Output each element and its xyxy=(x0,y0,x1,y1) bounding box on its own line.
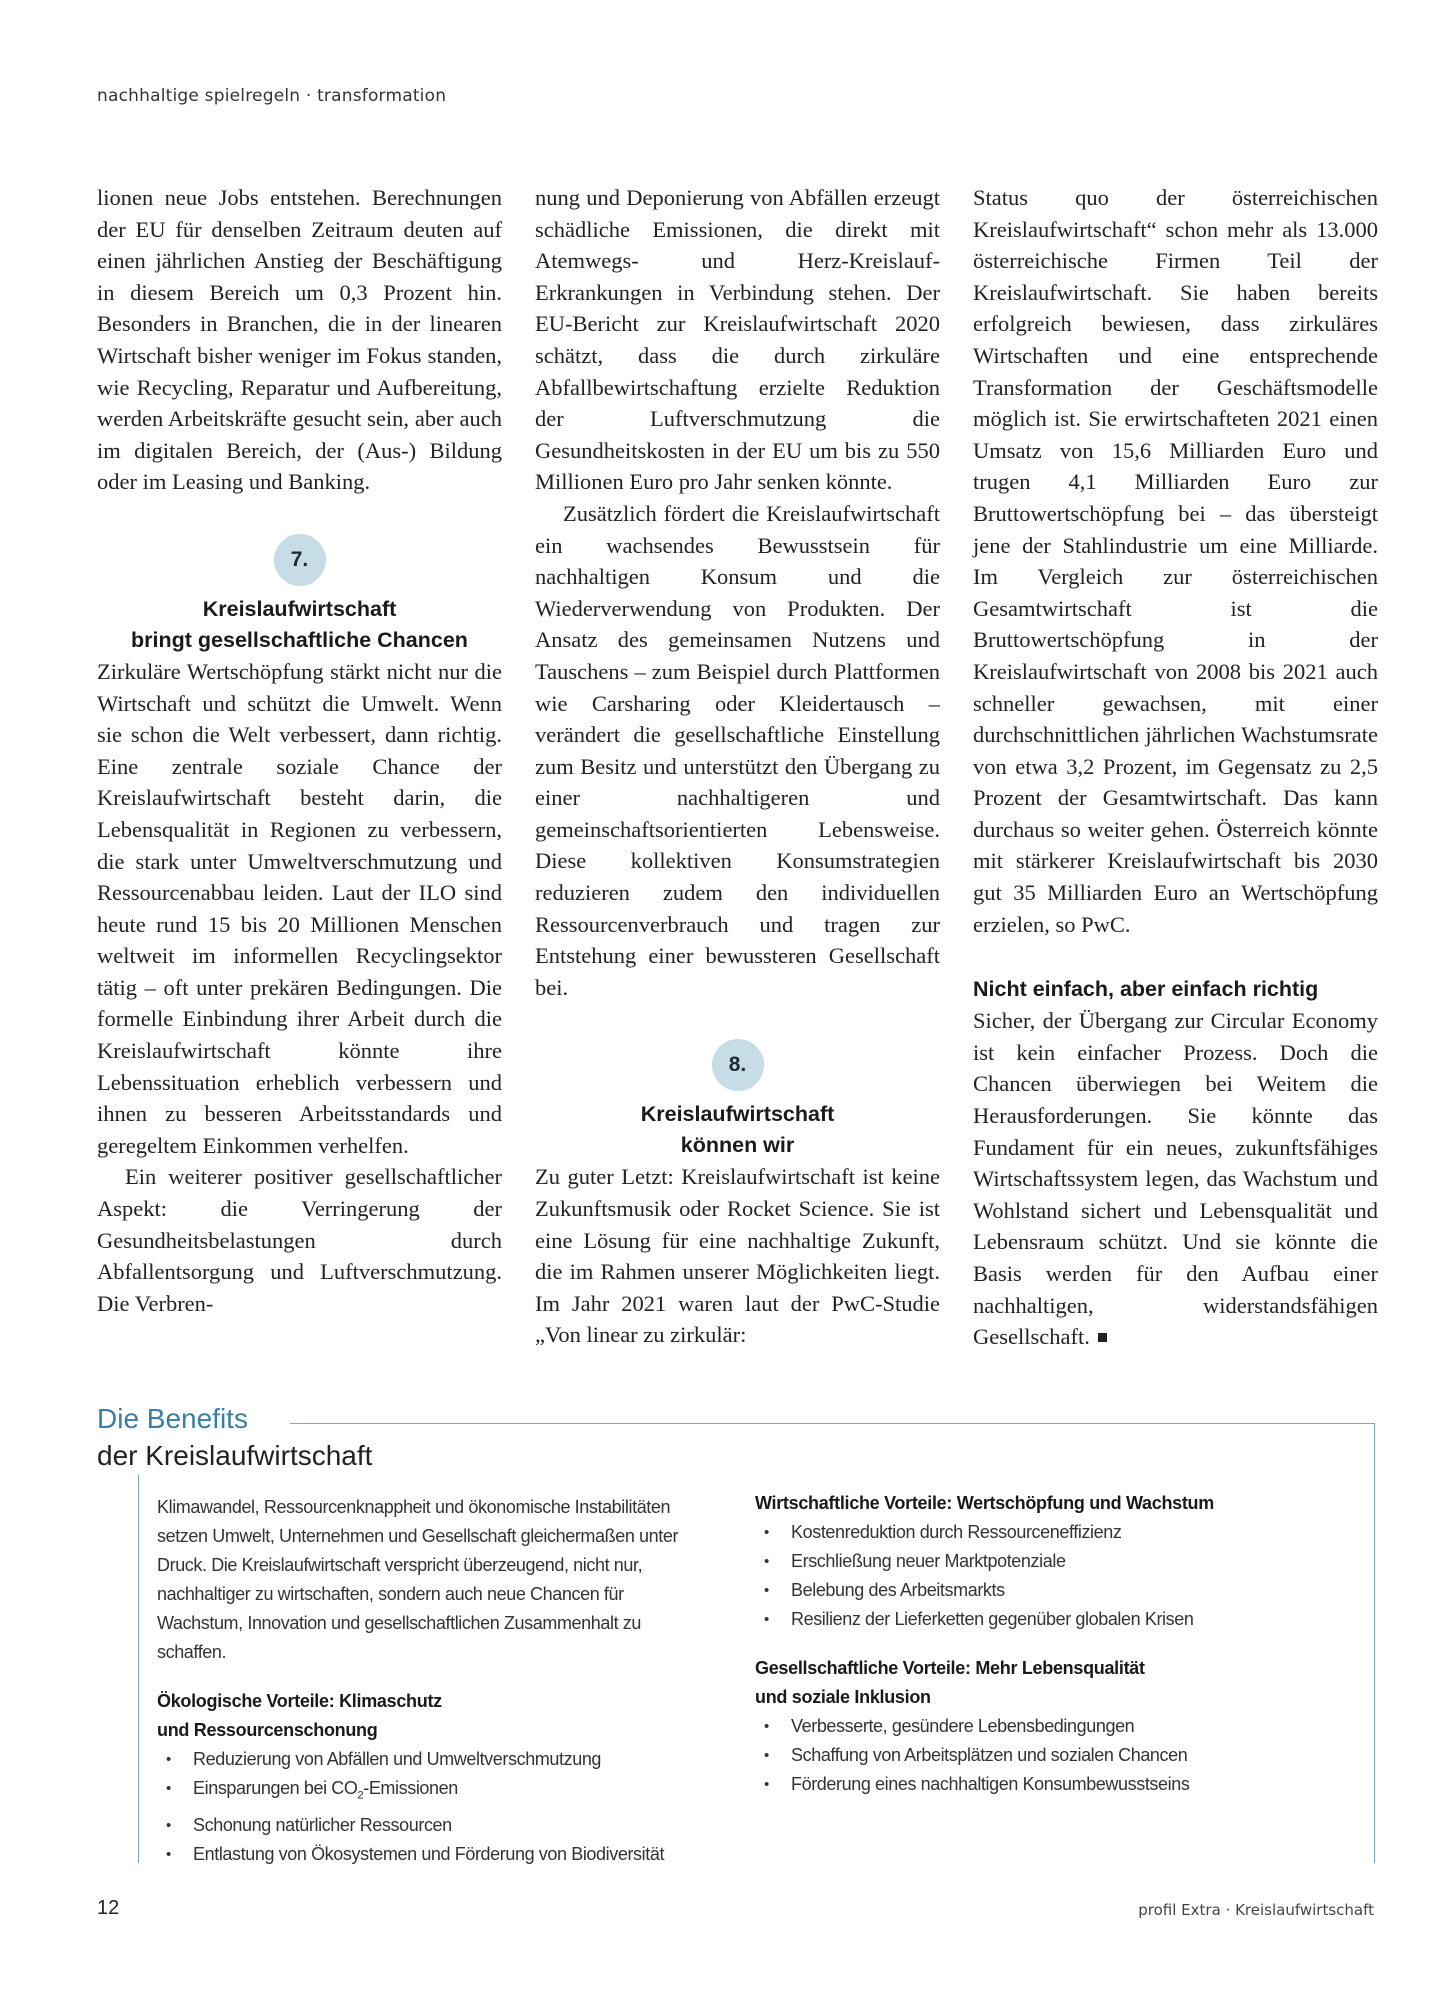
publication-footer: profil Extra · Kreislaufwirtschaft xyxy=(1138,1901,1374,1919)
benefits-box-title: Die Benefits xyxy=(97,1403,248,1434)
paragraph: Sicher, der Übergang zur Circular Economy ist kein einfacher Prozess. Doch die Chancen überwiegen bei Weitem die Herausforderungen. Sie könnte das Fundament für ein neues, zukunftsfähiges Wirtschaftssystem legen, das Wachstum und Wohlstand sichert und Lebensqualität und Lebensraum schützt. Und sie könnte die Basis werden für den Aufbau einer nachhaltigen, widerstandsfähigen Gesellschaft. xyxy=(973,1008,1378,1350)
list-item: • Erschließung neuer Marktpotenziale xyxy=(755,1547,1355,1576)
page-number: 12 xyxy=(97,1897,120,1919)
paragraph: Status quo der österreichischen Kreislaufwirtschaft“ schon mehr als 13.000 österreichische Firmen Teil der Kreislaufwirtschaft. Sie haben bereits erfolgreich bewiesen, dass zirkuläres Wirtschaften und eine entsprechende Transformation der Geschäftsmodelle möglich ist. Sie erwirtschafteten 2021 einen Umsatz von 15,6 Milliarden Euro und trugen 4,1 Milliarden Euro zur Bruttowertschöpfung bei – das übersteigt jene der Stahlindustrie um eine Milliarde. Im Vergleich zur österreichischen Gesamtwirtschaft ist die Bruttowertschöpfung in der Kreislaufwirtschaft von 2008 bis 2021 auch schneller gewachsen, mit einer durchschnittlichen jährlichen Wachstumsrate von etwa 3,2 Prozent, im Gegensatz zu 2,5 Prozent der Gesamtwirtschaft. Das kann durchaus so weiter gehen. Österreich könnte mit stärkerer Kreislaufwirtschaft bis 2030 gut 35 Milliarden Euro an Wertschöpfung erzielen, so PwC. xyxy=(973,185,1378,937)
end-mark-icon xyxy=(1098,1333,1107,1342)
paragraph: Zusätzlich fördert die Kreislaufwirtschaft ein wachsendes Bewusstsein für nachhaltigen Konsum und die Wiederverwendung von Produkten. Der Ansatz des gemeinsamen Nutzens und Tauschens – zum Beispiel durch Plattformen wie Carsharing oder Kleidertausch – verändert die gesellschaftliche Einstellung zum Besitz und unterstützt den Übergang zu einer nachhaltigeren und gemeinschaftsorientierten Lebensweise. Diese kollektiven Konsumstrategien reduzieren zudem den individuellen Ressourcenverbrauch und tragen zur Entstehung einer bewussteren Gesellschaft bei. xyxy=(535,500,940,1000)
list-item: • Entlastung von Ökosystemen und Förderung von Biodiversität xyxy=(157,1840,712,1869)
section-number-badge: 7. xyxy=(274,534,326,586)
list-item: • Kostenreduktion durch Ressourceneffizienz xyxy=(755,1518,1355,1547)
section-title: Kreislaufwirtschaft bringt gesellschaftliche Chancen xyxy=(131,596,468,652)
paragraph: Zirkuläre Wertschöpfung stärkt nicht nur die Wirtschaft und schützt die Umwelt. Wenn sie schon die Welt verbessert, dann richtig. Eine zentrale soziale Chance der Kreislaufwirtschaft besteht darin, die Lebensqualität in Regionen zu verbessern, die stark unter Umweltverschmutzung und Ressourcenabbau leiden. Laut der ILO sind heute rund 15 bis 20 Millionen Menschen weltweit im informellen Recyclingsektor tätig – oft unter prekären Bedingungen. Die formelle Einbindung ihrer Arbeit durch die Kreislaufwirtschaft könnte ihre Lebenssituation erheblich verbessern und ihnen zu besseren Arbeitsstandards und geregeltem Einkommen verhelfen. xyxy=(97,658,502,1158)
list-item: • Schonung natürlicher Ressourcen xyxy=(157,1811,712,1840)
social-benefits-heading: Gesellschaftliche Vorteile: Mehr Lebensqualität und soziale Inklusion xyxy=(755,1658,1145,1707)
section-title: Kreislaufwirtschaft können wir xyxy=(640,1102,835,1158)
econ-benefits-list xyxy=(755,1518,1355,1634)
benefits-box-subtitle: der Kreislaufwirtschaft xyxy=(97,1440,373,1471)
paragraph: Ein weiterer positiver gesellschaftlicher Aspekt: die Verringerung der Gesundheitsbelastungen durch Abfallentsorgung und Luftverschmutzung. Die Verbren- xyxy=(97,1164,502,1316)
text-column-2 xyxy=(535,182,940,1351)
list-item: • Schaffung von Arbeitsplätzen und sozialen Chancen xyxy=(755,1741,1355,1770)
eco-benefits-heading: Ökologische Vorteile: Klimaschutz und Ressourcenschonung xyxy=(157,1691,442,1740)
paragraph: lionen neue Jobs entstehen. Berechnungen der EU für denselben Zeitraum deuten auf einen jährlichen Anstieg der Beschäftigung in diesem Bereich um 0,3 Prozent hin. Besonders in Branchen, die in der linearen Wirtschaft bisher weniger im Fokus standen, wie Recycling, Reparatur und Aufbereitung, werden Arbeitskräfte gesucht sein, aber auch im digitalen Bereich, der (Aus-) Bildung oder im Leasing und Banking. xyxy=(97,185,502,495)
list-item: • Reduzierung von Abfällen und Umweltverschmutzung xyxy=(157,1745,712,1774)
list-item: • Einsparungen bei $CO_2$-Emissionen xyxy=(157,1774,712,1811)
social-benefits-list xyxy=(755,1712,1355,1799)
header-subsection: transformation xyxy=(317,86,447,106)
subheading: Nicht einfach, aber einfach richtig xyxy=(973,977,1319,1002)
header-section: nachhaltige spielregeln xyxy=(97,86,301,106)
section-number-badge: 8. xyxy=(712,1039,764,1091)
box-border-right xyxy=(1374,1423,1375,1863)
benefits-right-column xyxy=(755,1489,1355,1799)
paragraph: nung und Deponierung von Abfällen erzeugt schädliche Emissionen, die direkt mit Atemwegs- und Herz-Kreislauf-Erkrankungen in Verbindung stehen. Der EU-Bericht zur Kreislaufwirtschaft 2020 schätzt, dass die durch zirkuläre Abfallbewirtschaftung erzielte Reduktion der Luftverschmutzung die Gesundheitskosten in der EU um bis zu 550 Millionen Euro pro Jahr senken könnte. xyxy=(535,185,940,495)
header-separator: · xyxy=(300,86,318,106)
list-item: • Förderung eines nachhaltigen Konsumbewusstseins xyxy=(755,1770,1355,1799)
benefits-left-column xyxy=(157,1493,712,1869)
running-header xyxy=(97,86,446,106)
list-item: • Verbesserte, gesündere Lebensbedingungen xyxy=(755,1712,1355,1741)
paragraph: Zu guter Letzt: Kreislaufwirtschaft ist keine Zukunftsmusik oder Rocket Science. Sie ist eine Lösung für eine nachhaltige Zukunft, die im Rahmen unserer Möglichkeiten liegt. Im Jahr 2021 waren laut der PwC-Studie „Von linear zu zirkulär: xyxy=(535,1164,940,1348)
benefits-intro: Klimawandel, Ressourcenknappheit und ökonomische Instabilitäten setzen Umwelt, Unternehmen und Gesellschaft gleichermaßen unter Druck. Die Kreislaufwirtschaft verspricht überzeugend, nicht nur, nachhaltiger zu wirtschaften, sondern auch neue Chancen für Wachstum, Innovation und gesellschaftlichen Zusammenhalt zu schaffen. xyxy=(157,1497,679,1662)
box-border-top xyxy=(290,1423,1375,1424)
box-border-left xyxy=(138,1475,139,1863)
list-item: • Resilienz der Lieferketten gegenüber globalen Krisen xyxy=(755,1605,1355,1634)
eco-benefits-list xyxy=(157,1745,712,1869)
text-column-1 xyxy=(97,182,502,1319)
text-column-3 xyxy=(973,182,1378,1353)
econ-benefits-heading: Wirtschaftliche Vorteile: Wertschöpfung und Wachstum xyxy=(755,1493,1214,1513)
list-item: • Belebung des Arbeitsmarkts xyxy=(755,1576,1355,1605)
